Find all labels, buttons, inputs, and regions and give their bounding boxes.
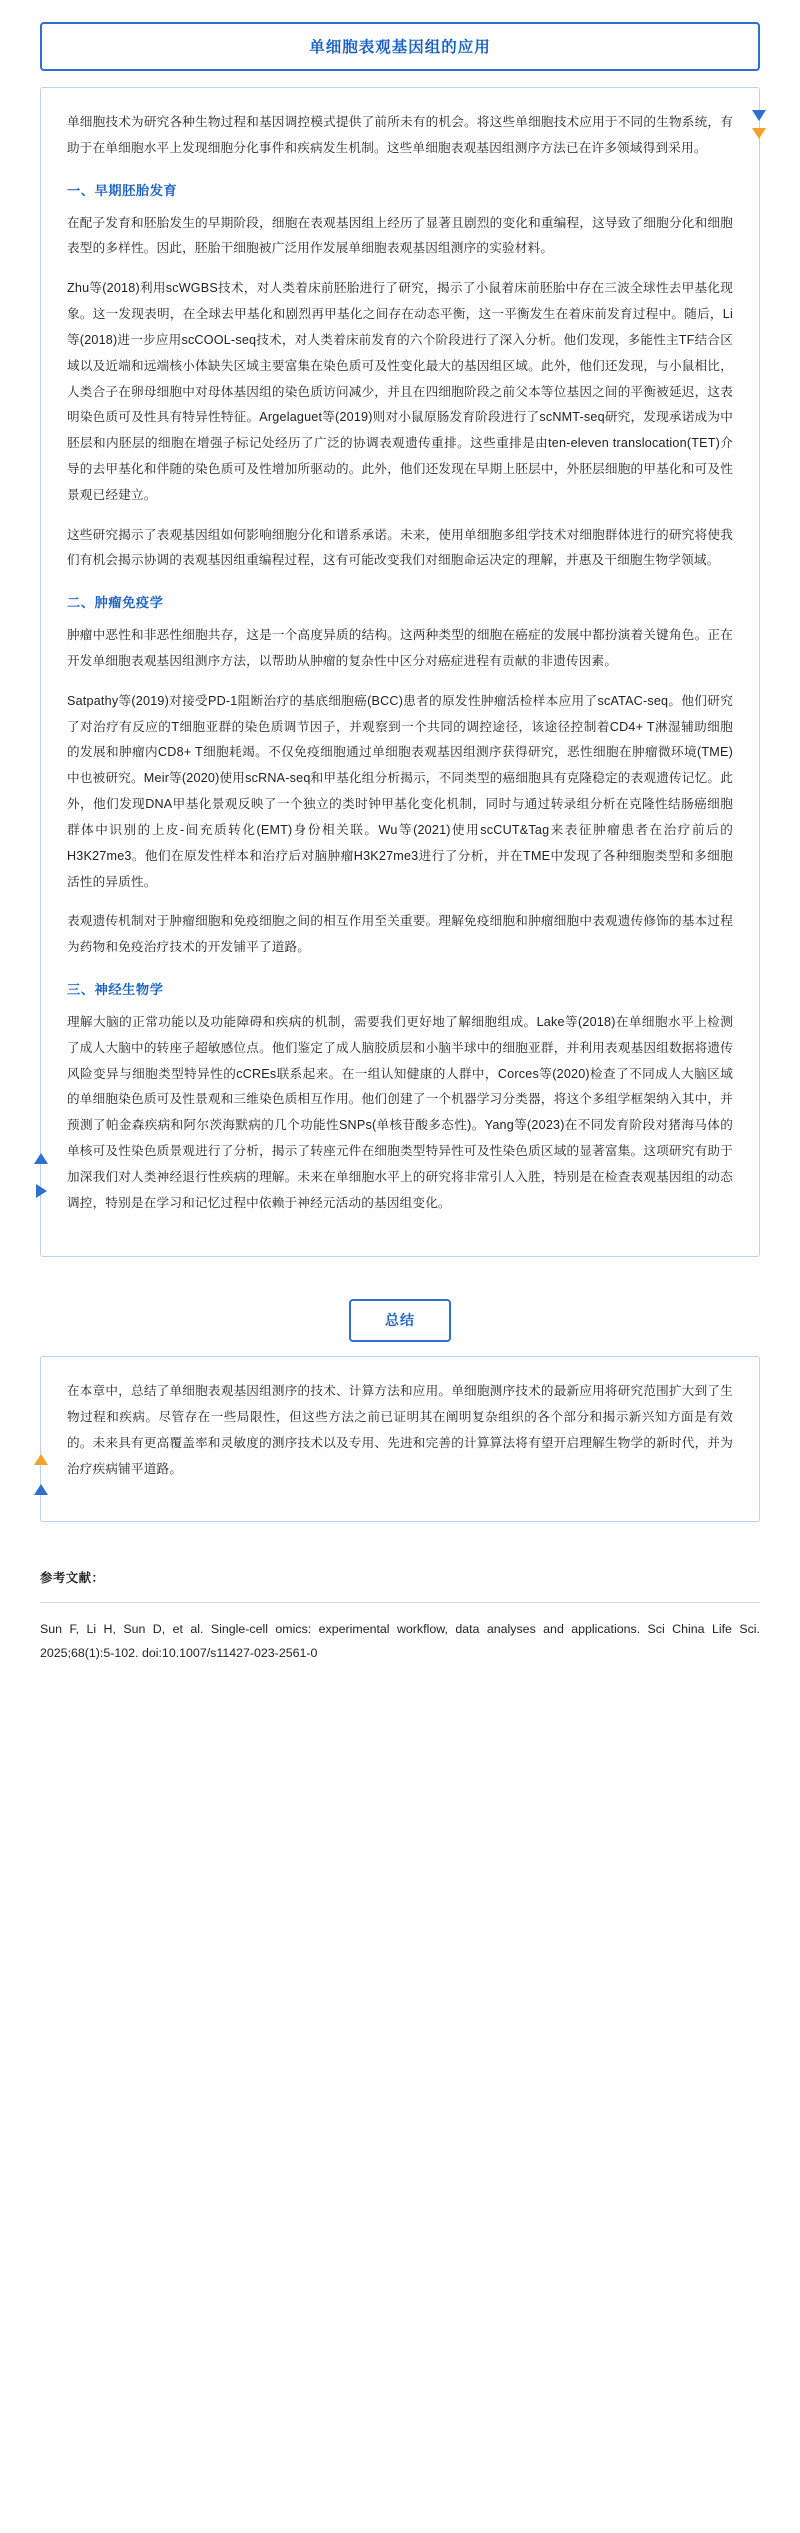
main-content-box xyxy=(40,87,760,1257)
paragraph-tumor-1: 肿瘤中恶性和非恶性细胞共存，这是一个高度异质的结构。这两种类型的细胞在癌症的发展中都扮演着关键角色。正在开发单细胞表观基因组测序方法，以帮助从肿瘤的复杂性中区分对癌症进程有贡献的非遗传因素。 xyxy=(67,628,733,668)
paragraph-embryo-3: 这些研究揭示了表观基因组如何影响细胞分化和谱系承诺。未来，使用单细胞多组学技术对细胞群体进行的研究将使我们有机会揭示协调的表观基因组重编程过程，这有可能改变我们对细胞命运决定的理解，并惠及干细胞生物学领域。 xyxy=(67,527,733,568)
paragraph-neuro-1: 理解大脑的正常功能以及功能障碍和疾病的机制，需要我们更好地了解细胞组成。Lake等(2018)在单细胞水平上检测了成人大脑中的转座子超敏感位点。他们鉴定了成人脑胶质层和小脑半球中的细胞亚群，并利用表观基因组数据将遗传风险变异与细胞类型特异性的cCREs联系起来。在一组认知健康的人群中，Corces等(2020)检查了不同成人大脑区域的单细胞染色质可及性景观和三维染色质相互作用。他们创建了一个机器学习分类器，将这个多组学框架纳入其中，并预测了帕金森疾病和阿尔茨海默病的几个功能性SNPs(单核苷酸多态性)。Yang等(2023)在不同发育阶段对猪海马体的单核可及性染色质景观进行了分析，揭示了转座元件在细胞类型特异性可及性染色质区域的显著富集。这项研究有助于加深我们对人类神经退行性疾病的理解。未来在单细胞水平上的研究将非常引人入胜，特别是在检查表观基因组的动态调控，特别是在学习和记忆过程中依赖于神经元活动的基因组变化。 xyxy=(67,1014,733,1210)
title-section xyxy=(0,0,800,71)
reference-item: Sun F, Li H, Sun D, et al. Single-cell omics: experimental workflow, data analyses and applications. Sci China Life Sci. 2025;68(1):5-102. doi:10.1007/s11427-023-2561-0 xyxy=(40,1621,760,1660)
marker-down-orange-top-right-icon xyxy=(752,128,766,139)
references-divider xyxy=(40,1602,760,1603)
paragraph-embryo-1: 在配子发育和胚胎发生的早期阶段，细胞在表观基因组上经历了显著且剧烈的变化和重编程，这导致了细胞分化和细胞表型的多样性。因此，胚胎干细胞被广泛用作发展单细胞表观基因组测序的实验材料。 xyxy=(67,215,733,256)
references-section xyxy=(40,1568,760,1665)
page-title: 单细胞表观基因组的应用 xyxy=(40,22,760,71)
marker-down-blue-top-right-icon xyxy=(752,110,766,121)
marker-right-blue-left-icon xyxy=(36,1184,47,1198)
paragraph-intro: 单细胞技术为研究各种生物过程和基因调控模式提供了前所未有的机会。将这些单细胞技术应用于不同的生物系统，有助于在单细胞水平上发现细胞分化事件和疾病发生机制。这些单细胞表观基因组测序方法已在许多领域得到采用。 xyxy=(67,115,733,155)
references-title: 参考文献： xyxy=(40,1570,105,1585)
summary-content-box xyxy=(40,1356,760,1521)
marker-up-blue-summary-left-icon xyxy=(34,1484,48,1495)
marker-up-blue-left-icon xyxy=(34,1153,48,1164)
section-heading-embryo: 一、早期胚胎发育 xyxy=(67,182,178,198)
marker-up-orange-summary-left-icon xyxy=(34,1454,48,1465)
section-heading-neurobiology: 三、神经生物学 xyxy=(67,981,164,997)
section-heading-tumor-immunology: 二、肿瘤免疫学 xyxy=(67,595,164,611)
summary-title-section xyxy=(0,1257,800,1342)
paragraph-tumor-2: Satpathy等(2019)对接受PD-1阻断治疗的基底细胞癌(BCC)患者的原发性肿瘤活检样本应用了scATAC-seq。他们研究了对治疗有反应的T细胞亚群的染色质调节因子，并观察到一个共同的调控途径，该途径控制着CD4+ T淋湿辅助细胞的发展和肿瘤内CD8+ T细胞耗竭。不仅免疫细胞通过单细胞表观基因组测序获得研究，恶性细胞在肿瘤微环境(TME)中也被研究。Meir等(2020)使用scRNA-seq和甲基化组分析揭示，不同类型的癌细胞具有克隆稳定的表观遗传记忆。此外，他们发现DNA甲基化景观反映了一个独立的类时钟甲基化变化机制，同时与通过转录组分析在克隆性结肠癌细胞群体中识别的上皮-间充质转化(EMT)身份相关联。Wu等(2021)使用scCUT&Tag来表征肿瘤患者在治疗前后的H3K27me3。他们在原发性样本和治疗后对脑肿瘤H3K27me3进行了分析，并在TME中发现了各种细胞类型和多细胞活性的异质性。 xyxy=(67,693,733,889)
paragraph-tumor-3: 表观遗传机制对于肿瘤细胞和免疫细胞之间的相互作用至关重要。理解免疫细胞和肿瘤细胞中表观遗传修饰的基本过程为药物和免疫治疗技术的开发铺平了道路。 xyxy=(67,914,733,955)
paragraph-embryo-2: Zhu等(2018)利用scWGBS技术，对人类着床前胚胎进行了研究，揭示了小鼠着床前胚胎中存在三波全球性去甲基化现象。这一发现表明，在全球去甲基化和剧烈再甲基化之间存在动态平衡，这一平衡发生在着床前发育过程中。随后，Li等(2018)进一步应用scCOOL-seq技术，对人类着床前发育的六个阶段进行了深入分析。他们发现，多能性主TF结合区域以及近端和远端核小体缺失区域主要富集在染色质可及性变化最大的基因组区域。此外，他们还发现，与小鼠相比，人类合子在卵母细胞中对母体基因组的染色质访问减少，并且在四细胞阶段之前父本等位基因之间的平衡被延迟，这表明染色质可及性具有特异性特征。Argelaguet等(2019)则对小鼠原肠发育阶段进行了scNMT-seq研究，发现承诺成为中胚层和内胚层的细胞在增强子标记处经历了广泛的协调表观遗传重排。这些重排是由ten-eleven translocation(TET)介导的去甲基化和伴随的染色质可及性增加所驱动的。此外，他们还发现在早期上胚层中，外胚层细胞的甲基化和可及性景观已经建立。 xyxy=(67,281,733,502)
summary-title: 总结 xyxy=(349,1299,451,1342)
paragraph-summary: 在本章中，总结了单细胞表观基因组测序的技术、计算方法和应用。单细胞测序技术的最新应用将研究范围扩大到了生物过程和疾病。尽管存在一些局限性，但这些方法之前已证明其在阐明复杂组织的各个部分和揭示新兴知方面是有效的。未来具有更高覆盖率和灵敏度的测序技术以及专用、先进和完善的计算算法将有望开启理解生物学的新时代，并为治疗疾病铺平道路。 xyxy=(67,1384,733,1476)
